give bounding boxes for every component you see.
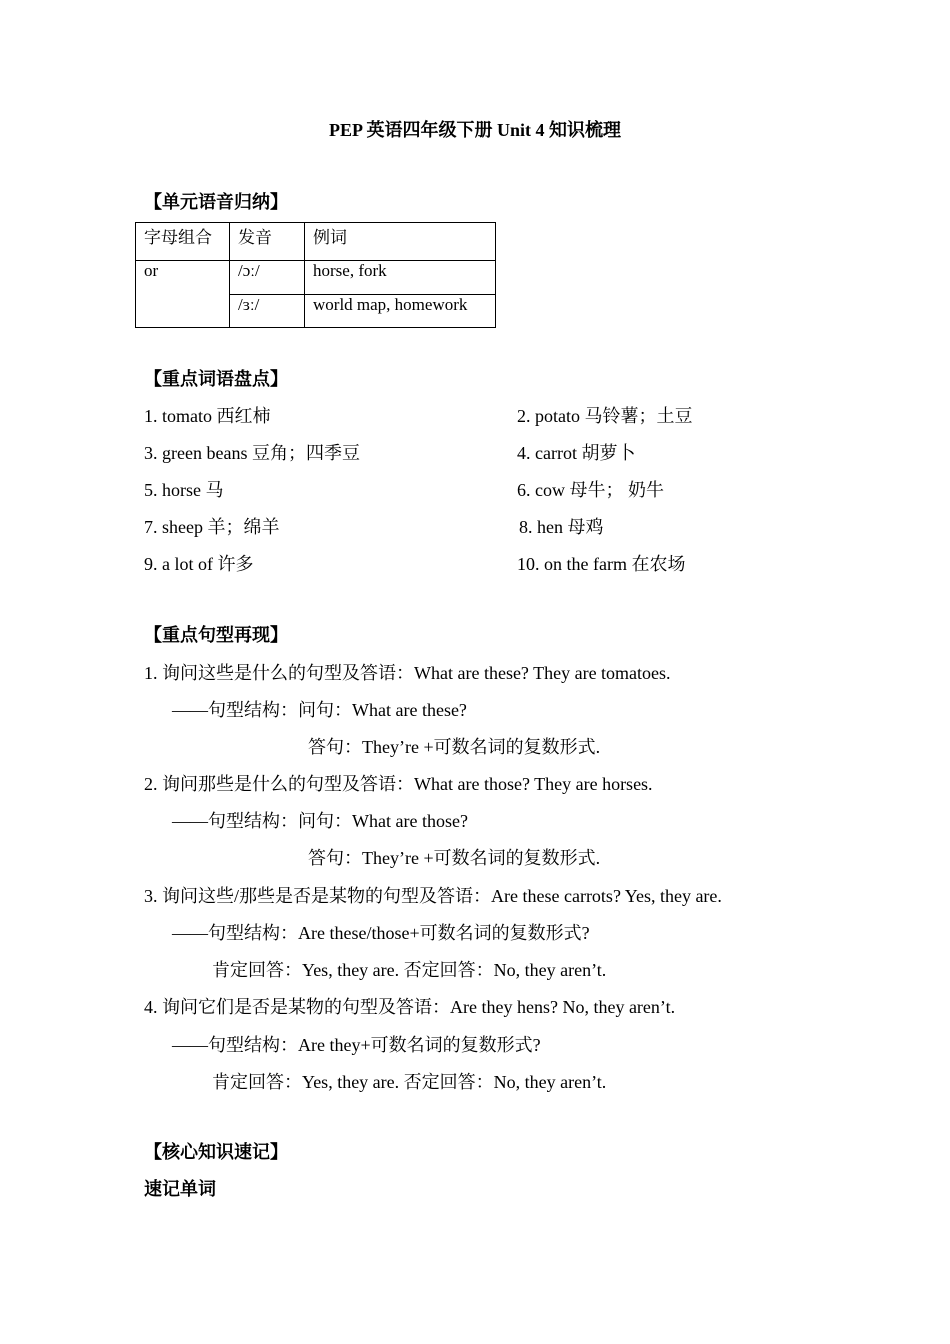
sentence-answer: 答句：They’re +可数名词的复数形式.: [308, 848, 601, 868]
vocab-item: 10. on the farm 在农场: [517, 554, 686, 574]
section-heading-phonics: 【单元语音归纳】: [144, 192, 288, 212]
sentence-structure: ——句型结构：问句：What are those?: [172, 811, 468, 831]
section-heading-vocabulary: 【重点词语盘点】: [144, 369, 288, 389]
vocab-item: 9. a lot of 许多: [144, 554, 254, 574]
sentence-answer: 肯定回答：Yes, they are. 否定回答：No, they aren’t.: [212, 960, 607, 980]
page-title: PEP 英语四年级下册 Unit 4 知识梳理: [328, 120, 621, 140]
sentence-structure: ——句型结构：问句：What are these?: [172, 700, 467, 720]
table-cell-examples: horse, fork: [305, 261, 496, 295]
table-header-cell: 字母组合: [136, 223, 230, 261]
table-cell-combo: or: [136, 261, 230, 328]
sentence-answer: 肯定回答：Yes, they are. 否定回答：No, they aren’t.: [212, 1072, 607, 1092]
table-cell-sound: /ɜː/: [230, 295, 305, 328]
table-row: [136, 261, 496, 295]
table-header-row: [136, 223, 496, 261]
vocab-item: 4. carrot 胡萝卜: [517, 443, 636, 463]
sentence-answer: 答句：They’re +可数名词的复数形式.: [308, 737, 601, 757]
table-cell-examples: world map, homework: [305, 295, 496, 328]
vocab-item: 7. sheep 羊；绵羊: [144, 517, 280, 537]
table-header-cell: 发音: [230, 223, 305, 261]
sentence-question: 3. 询问这些/那些是否是某物的句型及答语：Are these carrots? Yes, they are.: [144, 886, 722, 906]
vocab-item: 3. green beans 豆角；四季豆: [144, 443, 360, 463]
sentence-question: 1. 询问这些是什么的句型及答语：What are these? They are tomatoes.: [144, 663, 671, 683]
table-header-cell: 例词: [305, 223, 496, 261]
vocab-item: 6. cow 母牛； 奶牛: [517, 480, 664, 500]
section-heading-core: 【核心知识速记】: [144, 1142, 288, 1162]
sentence-structure: ——句型结构：Are these/those+可数名词的复数形式?: [172, 923, 590, 943]
section-heading-sentences: 【重点句型再现】: [144, 625, 288, 645]
sentence-question: 2. 询问那些是什么的句型及答语：What are those? They are horses.: [144, 774, 653, 794]
sub-heading-words: 速记单词: [144, 1179, 216, 1199]
sentence-structure: ——句型结构：Are they+可数名词的复数形式?: [172, 1035, 541, 1055]
sentence-question: 4. 询问它们是否是某物的句型及答语：Are they hens? No, they aren’t.: [144, 997, 676, 1017]
vocab-item: 8. hen 母鸡: [519, 517, 604, 537]
table-cell-sound: /ɔː/: [230, 261, 305, 295]
vocab-item: 1. tomato 西红柿: [144, 406, 271, 426]
vocab-item: 5. horse 马: [144, 480, 224, 500]
phonics-table: [135, 222, 496, 328]
vocab-item: 2. potato 马铃薯；土豆: [517, 406, 693, 426]
